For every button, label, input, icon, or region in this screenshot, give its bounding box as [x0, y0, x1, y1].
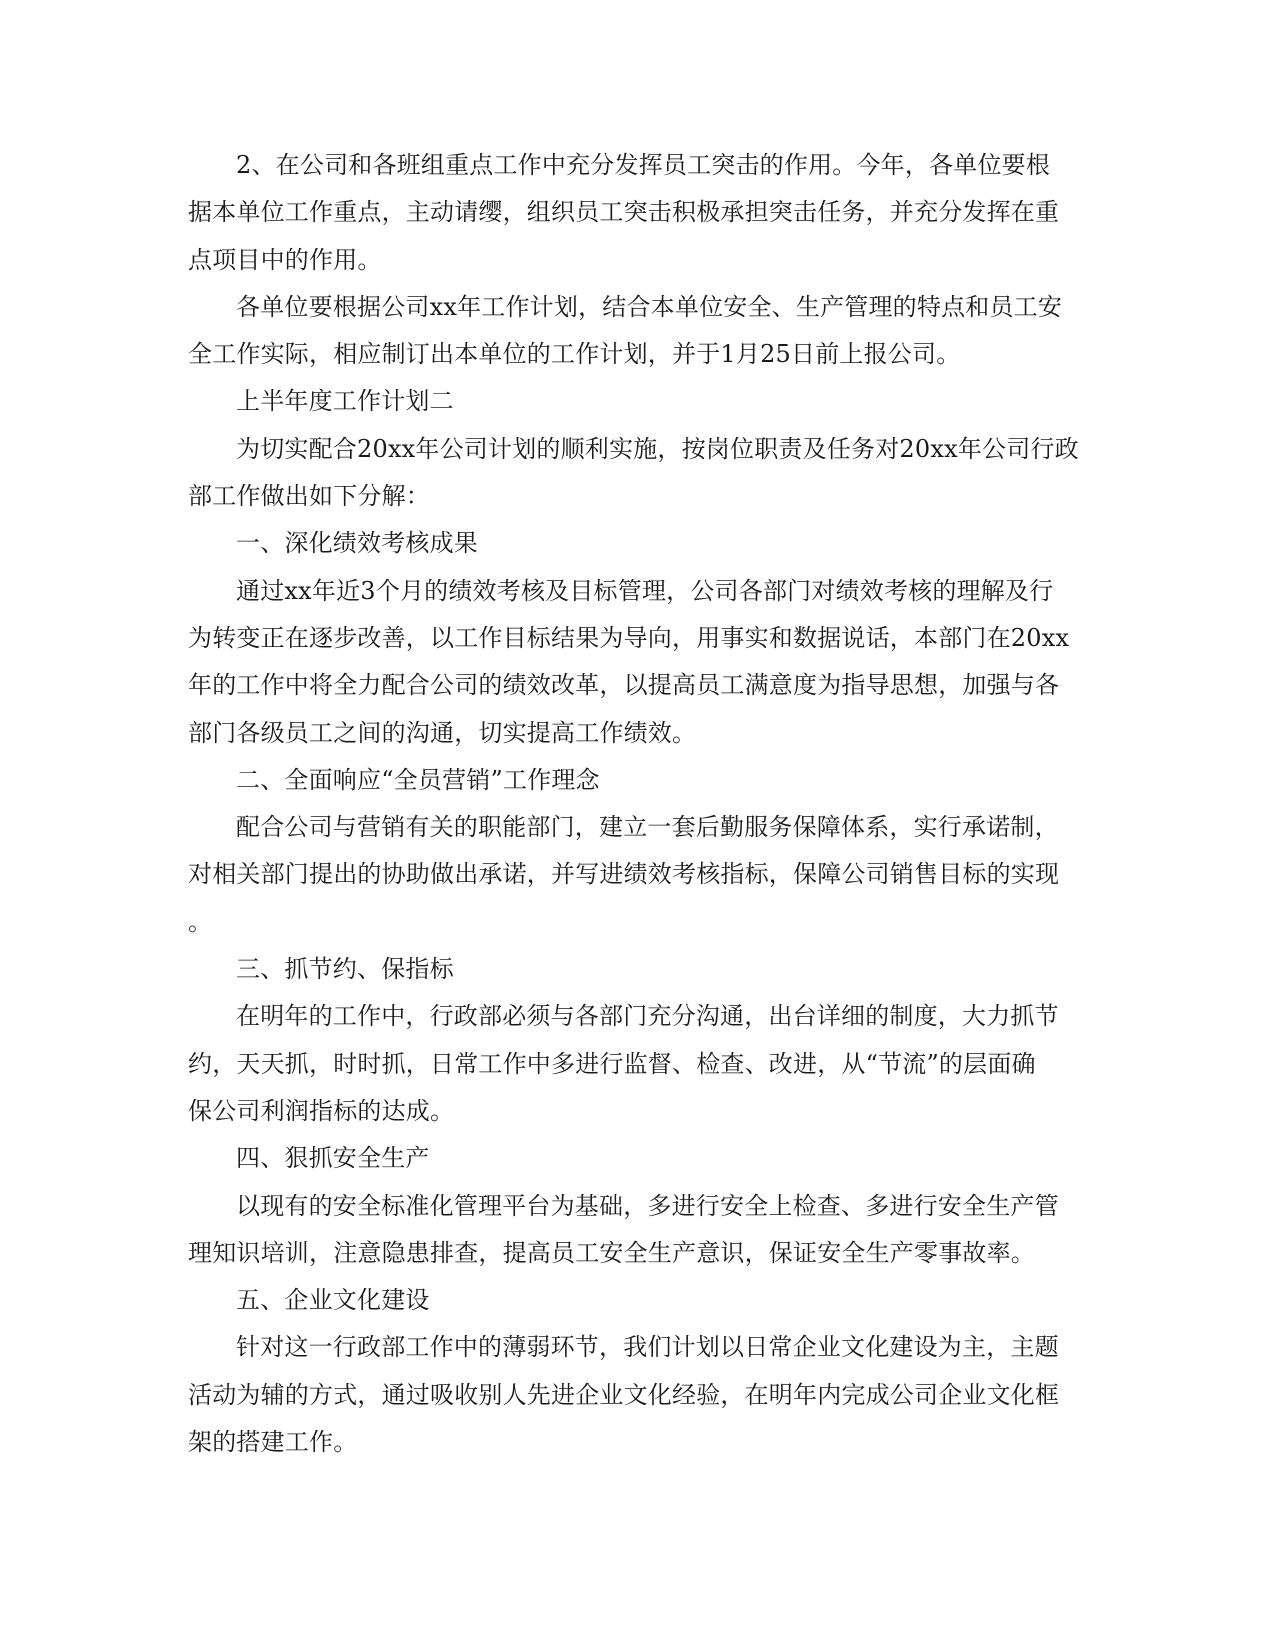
text-line: 点项目中的作用。 [188, 245, 382, 274]
text-line: 各单位要根据公司xx年工作计划，结合本单位安全、生产管理的特点和员工安 [236, 292, 1063, 321]
text-line: 为转变正在逐步改善，以工作目标结果为导向，用事实和数据说话，本部门在20xx [188, 623, 1070, 652]
text-line: 活动为辅的方式，通过吸收别人先进企业文化经验，在明年内完成公司企业文化框 [188, 1380, 1060, 1409]
text-line: 一、深化绩效考核成果 [236, 529, 478, 558]
text-line: 五、企业文化建设 [236, 1286, 430, 1315]
text-line: 保公司利润指标的达成。 [188, 1096, 455, 1125]
text-line: 据本单位工作重点，主动请缨，组织员工突击积极承担突击任务，并充分发挥在重 [188, 198, 1060, 227]
text-line: 理知识培训，注意隐患排查，提高员工安全生产意识，保证安全生产零事故率。 [188, 1238, 1035, 1267]
text-line: 全工作实际，相应制订出本单位的工作计划，并于1月25日前上报公司。 [188, 340, 961, 369]
text-line: 二、全面响应“全员营销”工作理念 [236, 765, 600, 794]
text-line: 针对这一行政部工作中的薄弱环节，我们计划以日常企业文化建设为主，主题 [236, 1333, 1059, 1362]
document-body [188, 142, 1088, 1466]
text-line: 。 [188, 907, 213, 936]
text-line: 约，天天抓，时时抓，日常工作中多进行监督、检查、改进，从“节流”的层面确 [188, 1049, 1036, 1078]
text-line: 2、在公司和各班组重点工作中充分发挥员工突击的作用。今年，各单位要根 [236, 151, 1051, 179]
text-line: 对相关部门提出的协助做出承诺，并写进绩效考核指标，保障公司销售目标的实现 [188, 860, 1060, 889]
text-line: 配合公司与营销有关的职能部门，建立一套后勤服务保障体系，实行承诺制， [236, 813, 1059, 842]
text-line: 三、抓节约、保指标 [236, 955, 454, 984]
text-line: 四、狠抓安全生产 [236, 1144, 430, 1173]
text-line: 部工作做出如下分解： [188, 482, 430, 511]
text-line: 在明年的工作中，行政部必须与各部门充分沟通，出台详细的制度，大力抓节 [236, 1002, 1059, 1031]
text-line: 上半年度工作计划二 [236, 387, 454, 416]
text-line: 以现有的安全标准化管理平台为基础，多进行安全上检查、多进行安全生产管 [236, 1191, 1059, 1220]
text-line: 部门各级员工之间的沟通，切实提高工作绩效。 [188, 718, 697, 747]
text-line: 通过xx年近3个月的绩效考核及目标管理，公司各部门对绩效考核的理解及行 [236, 576, 1054, 605]
text-line: 架的搭建工作。 [188, 1428, 358, 1457]
text-line: 年的工作中将全力配合公司的绩效改革，以提高员工满意度为指导思想，加强与各 [188, 671, 1060, 700]
text-line: 为切实配合20xx年公司计划的顺利实施，按岗位职责及任务对20xx年公司行政 [236, 434, 1079, 463]
